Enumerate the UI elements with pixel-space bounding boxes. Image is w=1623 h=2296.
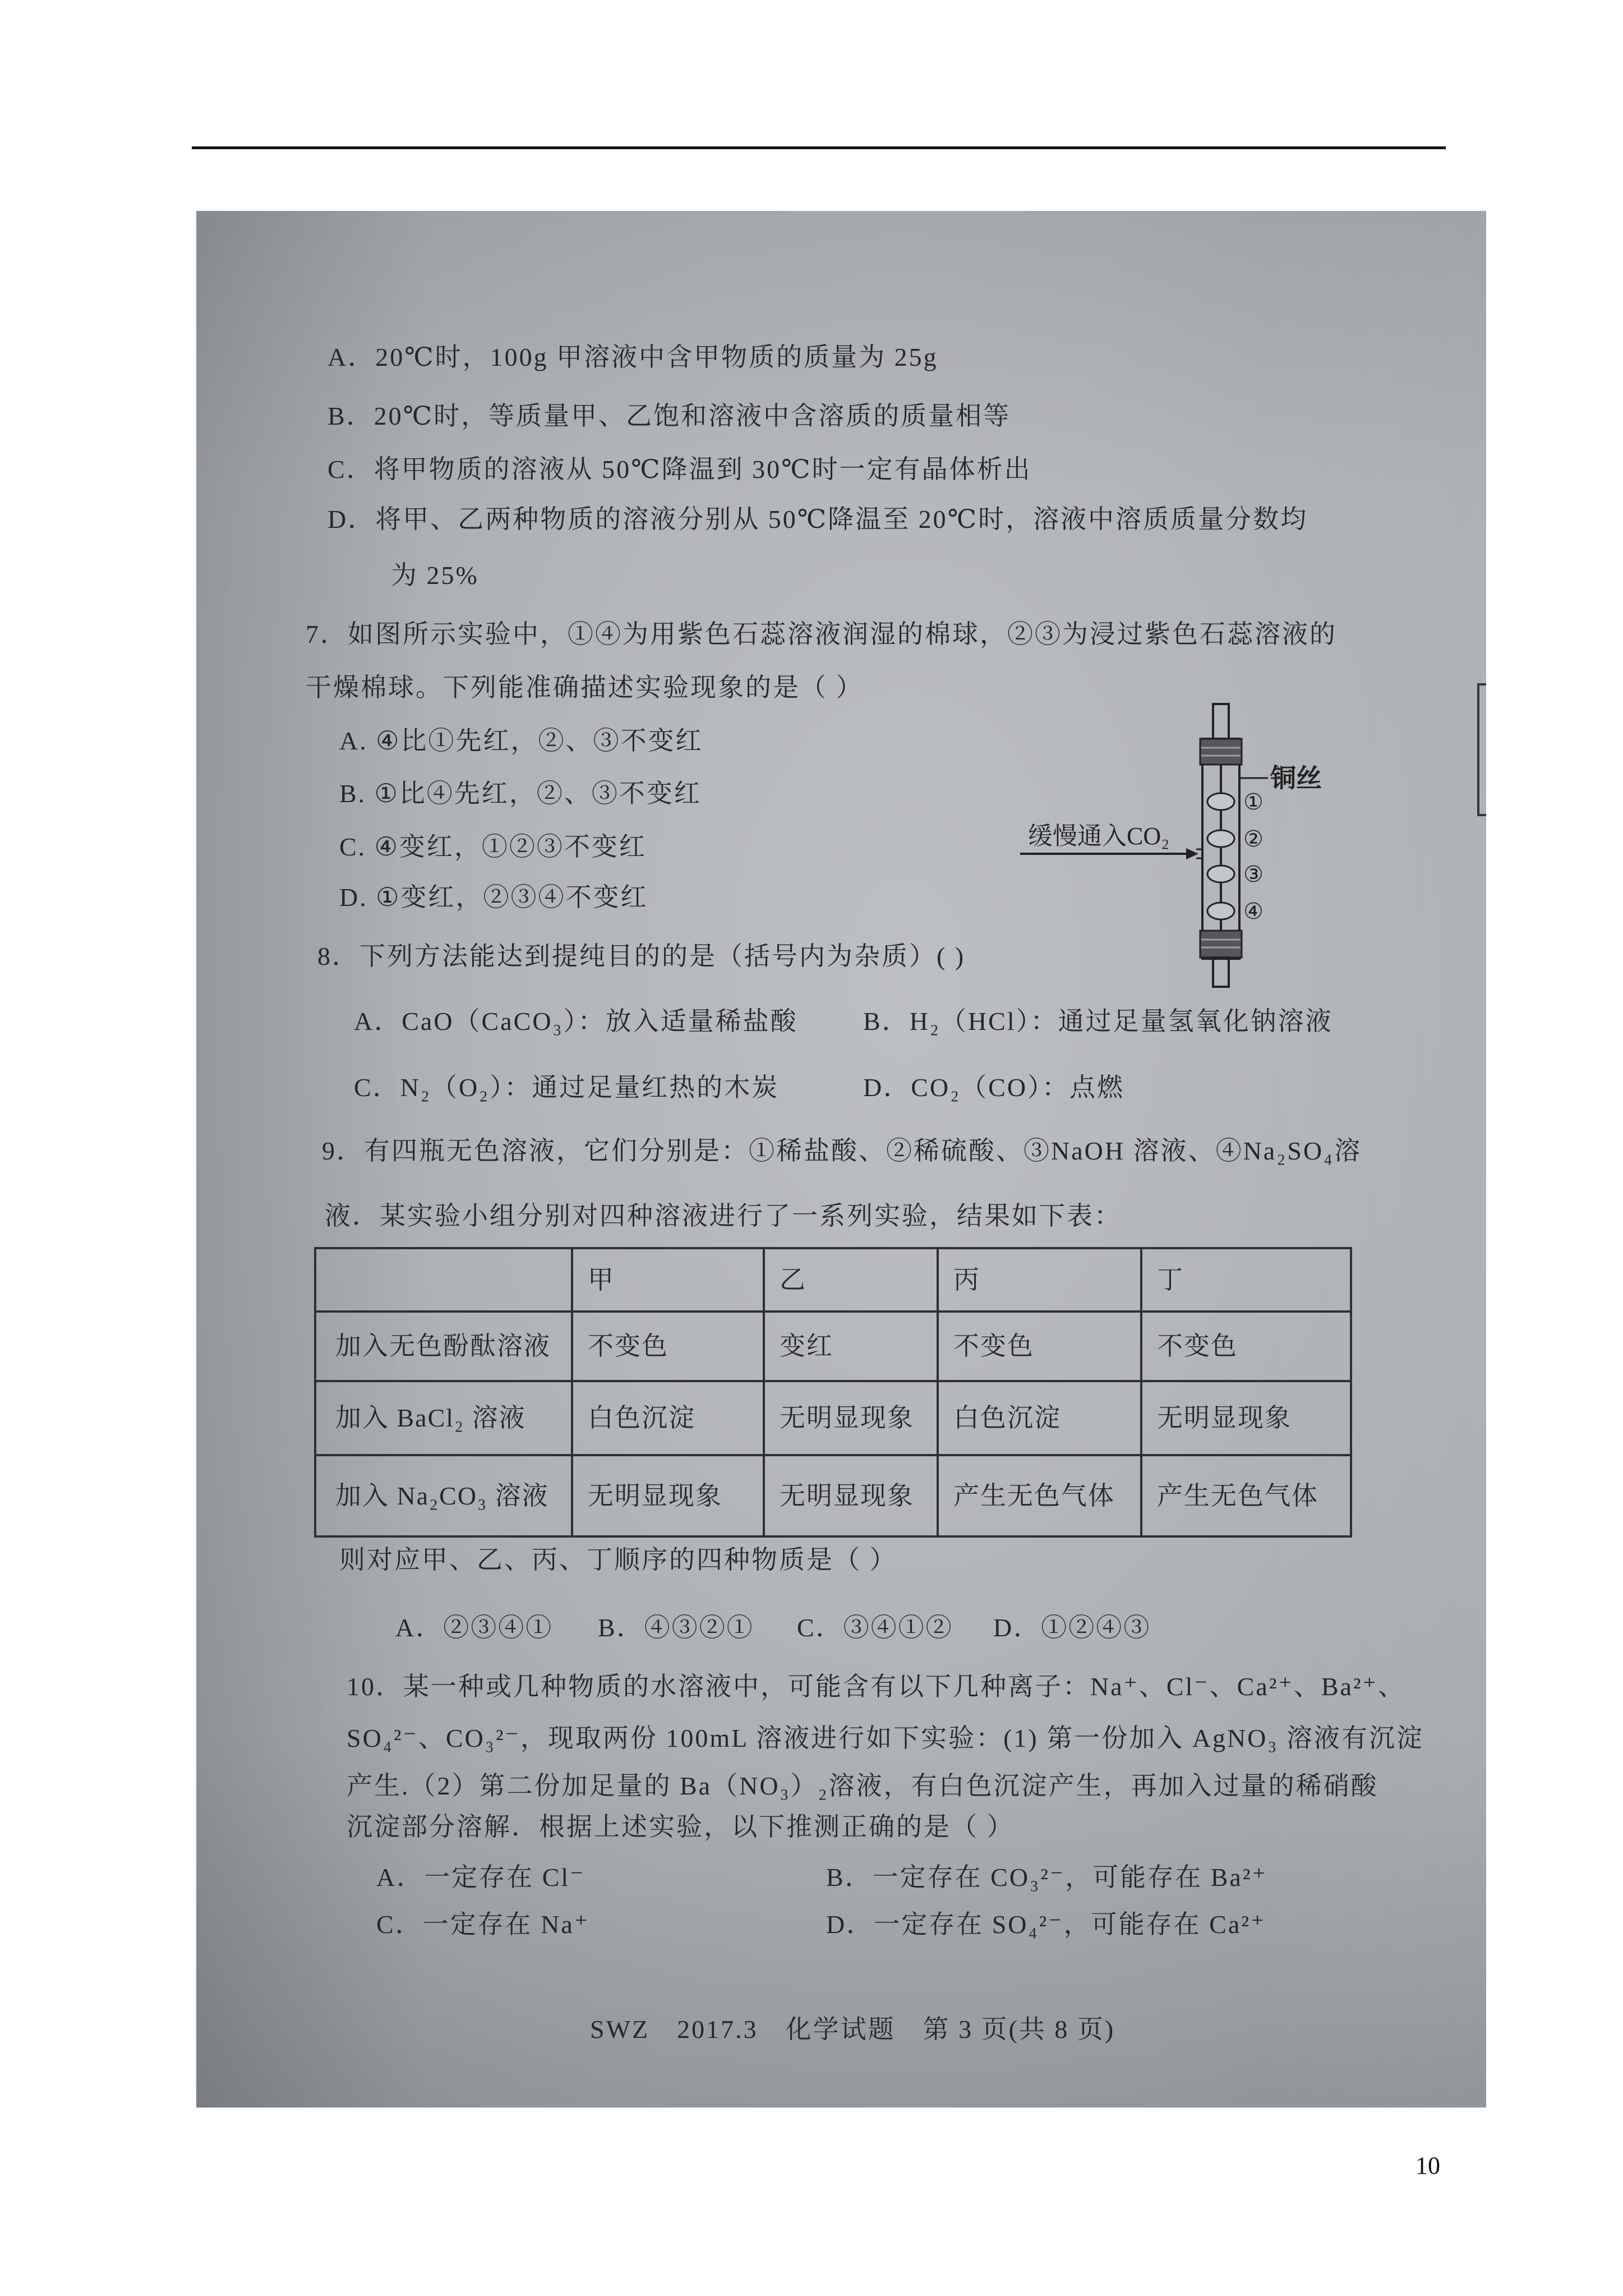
- q10-option-b: B．一定存在 CO₃²⁻，可能存在 Ba²⁺: [826, 1863, 1267, 1892]
- q6-option-c: C．将甲物质的溶液从 50℃降温到 30℃时一定有晶体析出: [328, 455, 1032, 484]
- q10-option-a: A．一定存在 Cl⁻: [376, 1863, 585, 1892]
- q6-option-a: A．20℃时，100g 甲溶液中含甲物质的质量为 25g: [328, 343, 938, 371]
- table-row-label: 加入 BaCl₂ 溶液: [315, 1381, 572, 1455]
- q10-option-c: C．一定存在 Na⁺: [376, 1910, 590, 1939]
- cotton-ball-4: [1207, 903, 1234, 919]
- scanned-exam-photo: [196, 211, 1486, 2108]
- q8-stem: 8．下列方法能达到提纯目的的是（括号内为杂质）( ): [317, 942, 966, 970]
- q10-stem-line-4: 沉淀部分溶解．根据上述实验，以下推测正确的是（ ）: [347, 1812, 1015, 1841]
- table-corner-cell: [315, 1248, 572, 1312]
- ball-label-3: ③: [1243, 862, 1264, 887]
- cotton-ball-1: [1207, 793, 1234, 810]
- q7-option-b: B. ①比④先红，②、③不变红: [339, 779, 702, 808]
- q10-option-d: D．一定存在 SO₄²⁻，可能存在 Ca²⁺: [826, 1910, 1266, 1939]
- q9-prompt: 则对应甲、乙、丙、丁顺序的四种物质是（ ）: [339, 1545, 897, 1574]
- table-cell: 无明显现象: [764, 1381, 938, 1455]
- table-cell: 白色沉淀: [572, 1381, 764, 1455]
- q9-option-c: C．③④①②: [797, 1613, 953, 1642]
- table-row: [315, 1312, 1351, 1381]
- table-cell: 产生无色气体: [1141, 1455, 1351, 1536]
- q9-option-b: B．④③②①: [598, 1613, 754, 1642]
- q6-option-d-continuation: 为 25%: [391, 561, 479, 590]
- q6-option-b: B．20℃时，等质量甲、乙饱和溶液中含溶质的质量相等: [328, 402, 1011, 430]
- table-cell: 不变色: [1141, 1312, 1351, 1381]
- table-row: [315, 1381, 1351, 1455]
- q8-option-a: A．CaO（CaCO₃）：放入适量稀盐酸: [354, 1007, 798, 1036]
- table-cell: 产生无色气体: [938, 1455, 1141, 1536]
- q10-stem-line-3: 产生.（2）第二份加足量的 Ba（NO₃）₂溶液，有白色沉淀产生，再加入过量的稀硝酸: [347, 1772, 1378, 1800]
- bottom-stopper: [1200, 931, 1242, 958]
- q9-stem-line-1: 9．有四瓶无色溶液，它们分别是：①稀盐酸、②稀硫酸、③NaOH 溶液、④Na₂SO₄溶: [322, 1137, 1362, 1165]
- q8-option-d: D．CO₂（CO）：点燃: [863, 1073, 1125, 1102]
- inlet-label: 缓慢通入CO₂: [1028, 822, 1170, 850]
- q7-option-c: C. ④变红，①②③不变红: [339, 832, 647, 861]
- table-cell: 白色沉淀: [938, 1381, 1141, 1455]
- q7-apparatus-figure: [1018, 694, 1328, 996]
- table-header-cell: 甲: [572, 1248, 764, 1312]
- top-pipe: [1213, 704, 1229, 739]
- q8-option-b: B．H₂（HCl）：通过足量氢氧化钠溶液: [863, 1007, 1333, 1036]
- q7-stem-line-1: 7．如图所示实验中，①④为用紫色石蕊溶液润湿的棉球，②③为浸过紫色石蕊溶液的: [306, 620, 1337, 648]
- table-cell: 变红: [764, 1312, 938, 1381]
- bottom-pipe: [1213, 958, 1229, 987]
- table-row-label: 加入 Na₂CO₃ 溶液: [315, 1455, 572, 1536]
- table-row-label: 加入无色酚酞溶液: [315, 1312, 572, 1381]
- q8-option-c: C．N₂（O₂）：通过足量红热的木炭: [354, 1073, 780, 1102]
- page-number: 10: [1415, 2152, 1440, 2179]
- q6-option-d: D．将甲、乙两种物质的溶液分别从 50℃降温至 20℃时，溶液中溶质质量分数均: [328, 505, 1308, 533]
- table-header-row: [315, 1248, 1351, 1312]
- q7-option-d: D. ①变红，②③④不变红: [339, 883, 648, 912]
- cotton-ball-3: [1207, 866, 1234, 882]
- table-header-cell: 乙: [764, 1248, 938, 1312]
- header-rule: [192, 146, 1446, 149]
- q9-stem-line-2: 液．某实验小组分别对四种溶液进行了一系列实验，结果如下表：: [325, 1202, 1122, 1230]
- ball-label-1: ①: [1243, 789, 1264, 815]
- ball-label-4: ④: [1243, 899, 1264, 924]
- table-cell: 无明显现象: [1141, 1381, 1351, 1455]
- table-row: [315, 1455, 1351, 1536]
- scan-footer: SWZ 2017.3 化学试题 第 3 页(共 8 页): [590, 2015, 1115, 2044]
- q10-stem-line-2: SO₄²⁻、CO₃²⁻，现取两份 100mL 溶液进行如下实验：(1) 第一份加入 AgNO₃ 溶液有沉淀: [347, 1724, 1424, 1752]
- table-header-cell: 丁: [1141, 1248, 1351, 1312]
- table-cell: 不变色: [572, 1312, 764, 1381]
- q7-stem-line-2: 干燥棉球。下列能准确描述实验现象的是（ ）: [306, 673, 864, 702]
- cotton-ball-2: [1207, 830, 1234, 847]
- q7-option-a: A. ④比①先红，②、③不变红: [339, 726, 703, 755]
- top-stopper: [1200, 739, 1242, 765]
- table-cell: 不变色: [938, 1312, 1141, 1381]
- table-header-cell: 丙: [938, 1248, 1141, 1312]
- ball-label-2: ②: [1243, 826, 1264, 852]
- table-cell: 无明显现象: [572, 1455, 764, 1536]
- q9-option-d: D．①②④③: [993, 1613, 1151, 1642]
- adjacent-page-edge: [1477, 683, 1486, 816]
- q10-stem-line-1: 10．某一种或几种物质的水溶液中，可能含有以下几种离子：Na⁺、Cl⁻、Ca²⁺、Ba²⁺、: [347, 1672, 1405, 1701]
- wire-label: 铜丝: [1270, 764, 1322, 793]
- q9-results-table: [314, 1247, 1352, 1538]
- q9-option-a: A．②③④①: [395, 1613, 554, 1642]
- table-cell: 无明显现象: [764, 1455, 938, 1536]
